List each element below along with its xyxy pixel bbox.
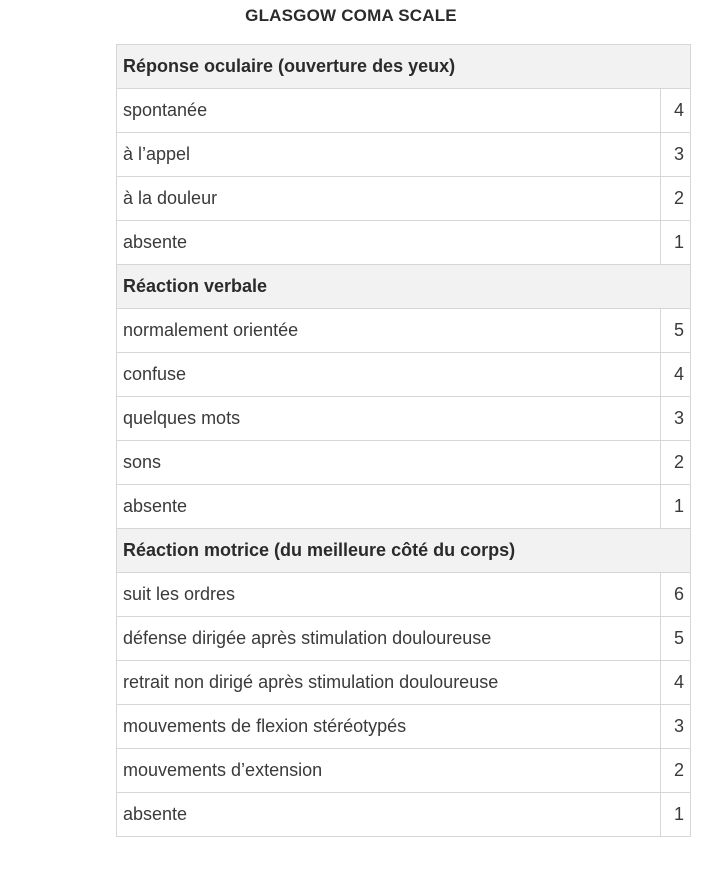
item-label: absente — [117, 485, 661, 529]
table-row — [117, 573, 691, 617]
table-row — [117, 353, 691, 397]
section-header-row — [117, 265, 691, 309]
section-header-row — [117, 529, 691, 573]
item-label: à la douleur — [117, 177, 661, 221]
item-score: 2 — [661, 441, 691, 485]
table-row — [117, 485, 691, 529]
item-label: normalement orientée — [117, 309, 661, 353]
item-score: 5 — [661, 617, 691, 661]
item-label: suit les ordres — [117, 573, 661, 617]
item-score: 2 — [661, 749, 691, 793]
item-score: 3 — [661, 397, 691, 441]
item-score: 6 — [661, 573, 691, 617]
table-row — [117, 397, 691, 441]
item-score: 2 — [661, 177, 691, 221]
table-row — [117, 661, 691, 705]
item-label: confuse — [117, 353, 661, 397]
item-label: retrait non dirigé après stimulation douloureuse — [117, 661, 661, 705]
section-heading: Réponse oculaire (ouverture des yeux) — [117, 45, 691, 89]
table-row — [117, 177, 691, 221]
section-header-row — [117, 45, 691, 89]
table-row — [117, 133, 691, 177]
item-label: spontanée — [117, 89, 661, 133]
page-title: GLASGOW COMA SCALE — [245, 6, 457, 25]
item-score: 4 — [661, 353, 691, 397]
item-score: 3 — [661, 133, 691, 177]
item-label: absente — [117, 221, 661, 265]
section-heading: Réaction motrice (du meilleure côté du corps) — [117, 529, 691, 573]
item-score: 3 — [661, 705, 691, 749]
item-score: 1 — [661, 485, 691, 529]
table-row — [117, 749, 691, 793]
item-label: défense dirigée après stimulation douloureuse — [117, 617, 661, 661]
table-row — [117, 441, 691, 485]
item-label: mouvements de flexion stéréotypés — [117, 705, 661, 749]
item-score: 4 — [661, 89, 691, 133]
table-row — [117, 221, 691, 265]
item-score: 5 — [661, 309, 691, 353]
item-label: quelques mots — [117, 397, 661, 441]
glasgow-coma-scale-table — [116, 44, 691, 837]
table-row — [117, 89, 691, 133]
table-row — [117, 617, 691, 661]
table-row — [117, 705, 691, 749]
item-score: 1 — [661, 221, 691, 265]
item-label: mouvements d’extension — [117, 749, 661, 793]
section-heading: Réaction verbale — [117, 265, 691, 309]
table-row — [117, 793, 691, 837]
item-label: absente — [117, 793, 661, 837]
item-label: à l’appel — [117, 133, 661, 177]
item-score: 1 — [661, 793, 691, 837]
item-label: sons — [117, 441, 661, 485]
item-score: 4 — [661, 661, 691, 705]
table-row — [117, 309, 691, 353]
